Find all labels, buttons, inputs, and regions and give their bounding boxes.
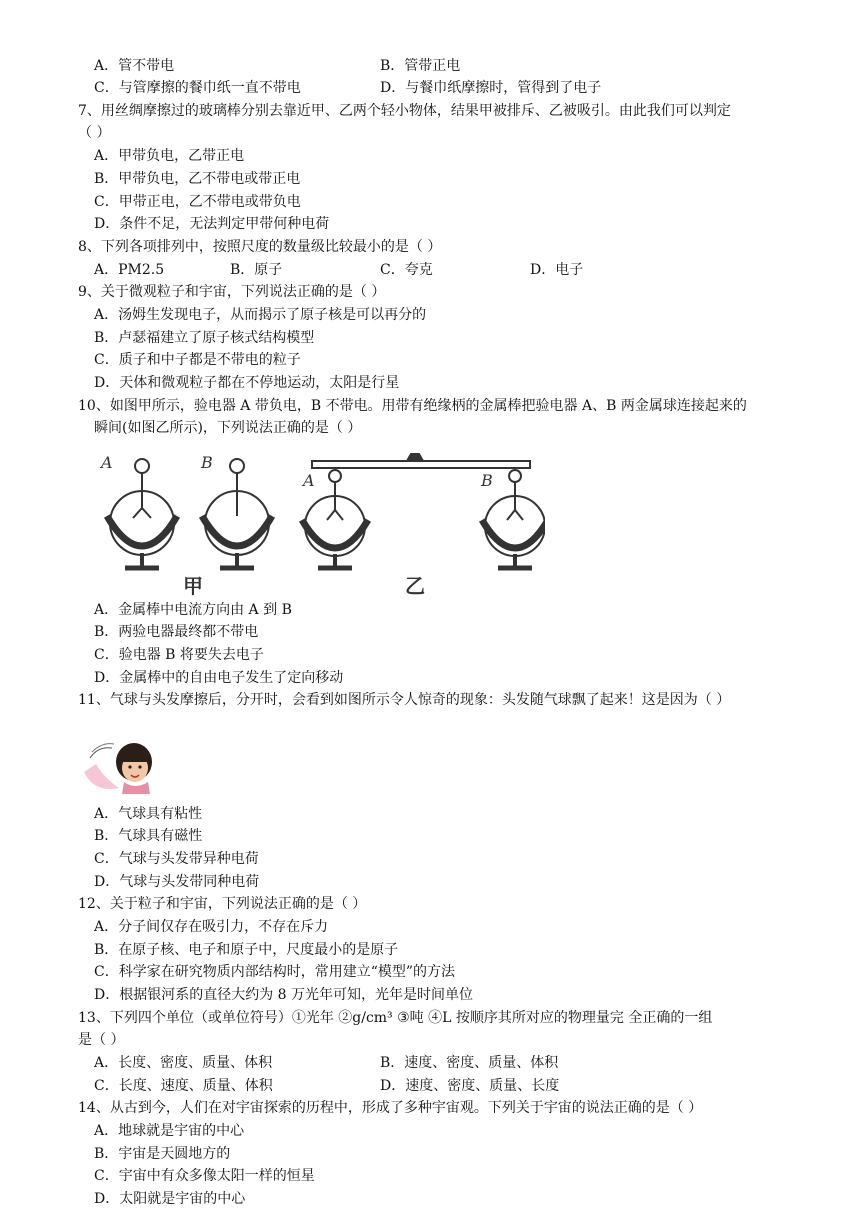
q7-option-a: A．甲带负电，乙带正电 <box>94 148 245 164</box>
q8-option-b: B．原子 <box>230 262 283 278</box>
label-jia: 甲 <box>183 574 203 598</box>
q12-stem: 12、关于粒子和宇宙，下列说法正确的是（ ） <box>78 896 367 912</box>
q13-option-a: A．长度、密度、质量、体积 <box>94 1055 273 1071</box>
q9-option-d: D．天体和微观粒子都在不停地运动，太阳是行星 <box>94 375 400 391</box>
electroscope-figure <box>95 448 545 598</box>
q9-option-b: B．卢瑟福建立了原子核式结构模型 <box>94 330 315 346</box>
q13-option-b: B．速度、密度、质量、体积 <box>380 1055 559 1071</box>
q13-stem-cont: 是（ ） <box>78 1032 125 1048</box>
q12-option-c: C．科学家在研究物质内部结构时，常用建立“模型”的方法 <box>94 964 456 980</box>
q8-option-d: D．电子 <box>530 262 584 278</box>
girl-balloon-illustration <box>84 738 168 794</box>
q7-stem-cont: （ ） <box>78 125 111 141</box>
q6-option-c: C．与管摩擦的餐巾纸一直不带电 <box>94 80 301 96</box>
q6-option-b: B．管带正电 <box>380 58 461 74</box>
q11-option-c: C．气球与头发带异种电荷 <box>94 851 259 867</box>
q14-option-b: B．宇宙是天圆地方的 <box>94 1146 231 1162</box>
q11-option-b: B．气球具有磁性 <box>94 828 203 844</box>
q13-option-c: C．长度、速度、质量、体积 <box>94 1078 273 1094</box>
electroscope-a-jia <box>107 459 177 568</box>
q7-option-c: C．甲带正电，乙不带电或带负电 <box>94 194 301 210</box>
q10-option-c: C．验电器 B 将要失去电子 <box>94 647 264 663</box>
q7-option-d: D．条件不足，无法判定甲带何种电荷 <box>94 216 330 232</box>
q12-option-d: D．根据银河系的直径大约为 8 万光年可知，光年是时间单位 <box>94 987 474 1003</box>
q11-option-d: D．气球与头发带同种电荷 <box>94 874 260 890</box>
q8-option-c: C．夸克 <box>380 262 433 278</box>
q7-option-b: B．甲带负电，乙不带电或带正电 <box>94 171 301 187</box>
q11-stem: 11、气球与头发摩擦后，分开时，会看到如图所示令人惊奇的现象：头发随气球飘了起来！这是因为（ ） <box>78 692 731 708</box>
label-a-jia: A <box>101 453 113 472</box>
q12-option-a: A．分子间仅存在吸引力，不存在斥力 <box>94 919 329 935</box>
q14-option-c: C．宇宙中有众多像太阳一样的恒星 <box>94 1168 315 1184</box>
label-yi: 乙 <box>405 574 425 598</box>
q11-option-a: A．气球具有粘性 <box>94 806 203 822</box>
q7-stem: 7、用丝绸摩擦过的玻璃棒分别去靠近甲、乙两个轻小物体，结果甲被排斥、乙被吸引。由此我们可以判定 <box>78 103 731 119</box>
q10-option-b: B．两验电器最终都不带电 <box>94 624 259 640</box>
q9-option-a: A．汤姆生发现电子，从而揭示了原子核是可以再分的 <box>94 307 427 323</box>
q10-option-a: A．金属棒中电流方向由 A 到 B <box>94 602 292 618</box>
q8-option-a: A．PM2.5 <box>94 262 165 278</box>
electroscope-b-jia <box>202 459 272 568</box>
q10-option-d: D．金属棒中的自由电子发生了定向移动 <box>94 670 344 686</box>
label-b-jia: B <box>201 453 213 472</box>
q13-stem: 13、下列四个单位（或单位符号）①光年 ②g/cm³ ③吨 ④L 按顺序其所对应的物理量完 全正确的一组 <box>78 1010 713 1026</box>
q14-option-a: A．地球就是宇宙的中心 <box>94 1123 245 1139</box>
q14-option-d: D．太阳就是宇宙的中心 <box>94 1191 246 1207</box>
q10-stem: 10、如图甲所示，验电器 A 带负电，B 不带电。用带有绝缘柄的金属棒把验电器 A、B 两金属球连接起来的 <box>78 398 747 414</box>
label-b-yi: B <box>481 471 493 490</box>
q10-stem-cont: 瞬间(如图乙所示)，下列说法正确的是（ ） <box>94 420 362 436</box>
q6-option-d: D．与餐巾纸摩擦时，管得到了电子 <box>380 80 602 96</box>
q9-option-c: C．质子和中子都是不带电的粒子 <box>94 352 301 368</box>
q12-option-b: B．在原子核、电子和原子中，尺度最小的是原子 <box>94 942 399 958</box>
q6-option-a: A．管不带电 <box>94 58 175 74</box>
q8-stem: 8、下列各项排列中，按照尺度的数量级比较最小的是（ ） <box>78 239 442 255</box>
label-a-yi: A <box>303 471 315 490</box>
q13-option-d: D．速度、密度、质量、长度 <box>380 1078 560 1094</box>
q9-stem: 9、关于微观粒子和宇宙，下列说法正确的是（ ） <box>78 284 386 300</box>
q14-stem: 14、从古到今，人们在对宇宙探索的历程中，形成了多种宇宙观。下列关于宇宙的说法正确的是（ ） <box>78 1100 703 1116</box>
